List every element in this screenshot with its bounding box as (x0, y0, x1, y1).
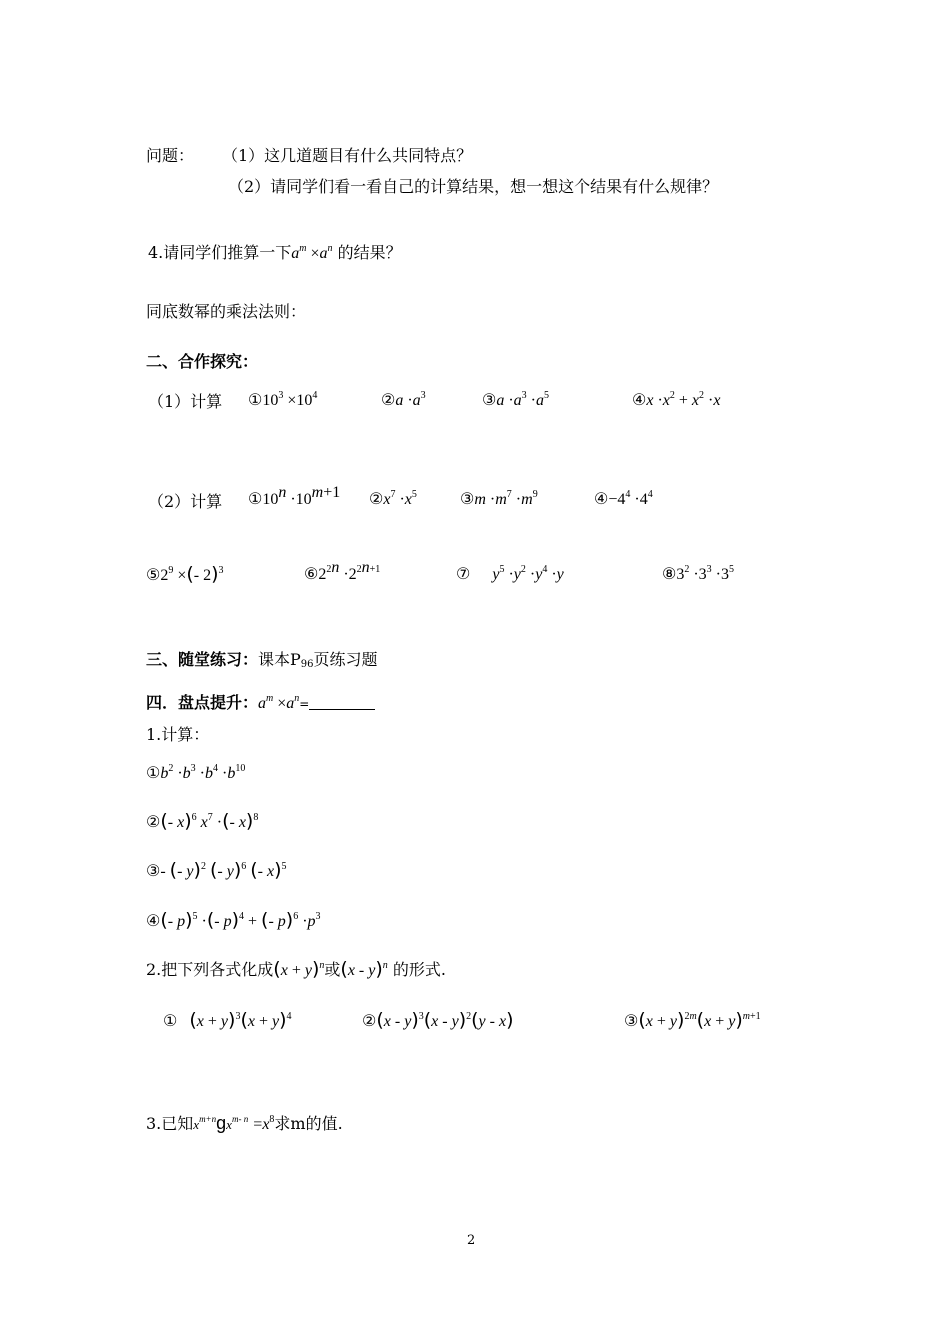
calc-2-item-5: $⑤2^9$ ×(- 2)$^3$ (146, 563, 224, 585)
exercise-1-item-1: $①b^2 \cdot b^3 \cdot b^4 \cdot b^{10}$ (146, 763, 246, 782)
exercise-1-label: 1.计算： (146, 725, 210, 744)
calc-2-item-6: $⑥2^{2n} \cdot 2^{2n+1}$ (304, 559, 381, 583)
exercise-2-item-1: ① $(x + y)^3(x + y)^4$ (163, 1009, 292, 1031)
calc-2-label: （2）计算 (148, 492, 223, 511)
exercise-2-item-3: ③(x + $y)^{2m}(x + y)^{m+1}$ (624, 1009, 761, 1031)
exercise-3: 3.已知$x^{m+n}gx^{m- n} =x^8$求m的值. (146, 1113, 343, 1133)
exercise-1-item-3: ③- (- y)$^2$ (- y)$^6$ (- x)$^5$ (146, 859, 287, 881)
formula-am-an: $a^m \times a^n$ (291, 243, 333, 262)
question-1: （1）这几道题目有什么共同特点？ (222, 146, 473, 165)
calc-2-item-8: $⑧3^2 \cdot 3^3 \cdot 3^5$ (662, 564, 734, 583)
calc-2-item-4: $④-4^4 \cdot 4^4$ (594, 489, 653, 508)
section-2-title: 二、合作探究： (146, 352, 259, 371)
calc-1-item-1: $①10^3 \times 10^4$ (248, 390, 318, 409)
rule-label: 同底数幂的乘法法则： (146, 302, 307, 321)
exercise-1-item-4: ④(- p)$^5$ ·(- p)$^4$ + (- $p)^6 \cdot p^3$ (146, 909, 321, 931)
page-number: 2 (467, 1233, 476, 1248)
calc-2-item-3: ③m $\cdot m^7 \cdot m^9$ (460, 489, 538, 508)
question-4: 4.请同学们推算一下$a^m \times a^n$ 的结果？ (148, 243, 402, 262)
exercise-1-item-2: ②(- x)$^6$ $x^7$ ·(- x)$^8$ (146, 810, 259, 832)
calc-1-item-2: ②a $\cdot a^3$ (381, 390, 426, 409)
calc-1-label: （1）计算 (148, 392, 223, 411)
exercise-2-label: 2.把下列各式化成$(x + y)^n$或(x - y)$^n$ 的形式. (146, 958, 446, 980)
calc-1-item-4: ④x $\cdot x^2 + x^2 \cdot x$ (632, 390, 721, 409)
formula-am-an-2: $a^m \times a^n$ (258, 693, 300, 712)
exercise-2-item-2: ②(x - y)$^3$(x - y)$^2$(y - x) (362, 1009, 514, 1031)
calc-2-item-1: $①10^n \cdot 10^{m+1}$ (248, 484, 341, 508)
question-2: （2）请同学们看一看自己的计算结果，想一想这个结果有什么规律？ (228, 177, 719, 196)
section-3: 三、随堂练习：课本$P_{96}$页练习题 (146, 650, 378, 670)
answer-blank[interactable] (309, 693, 375, 710)
section-4: 四．盘点提升：$a^m \times a^n=$ (146, 692, 375, 715)
question-label: 问题： (146, 146, 195, 165)
calc-2-item-2: $②x^7 \cdot x^5$ (369, 489, 417, 508)
calc-1-item-3: ③a $\cdot a^3 \cdot a^5$ (482, 390, 549, 409)
calc-2-item-7: ⑦ $y^5 \cdot y^2 \cdot y^4 \cdot y$ (456, 564, 564, 583)
